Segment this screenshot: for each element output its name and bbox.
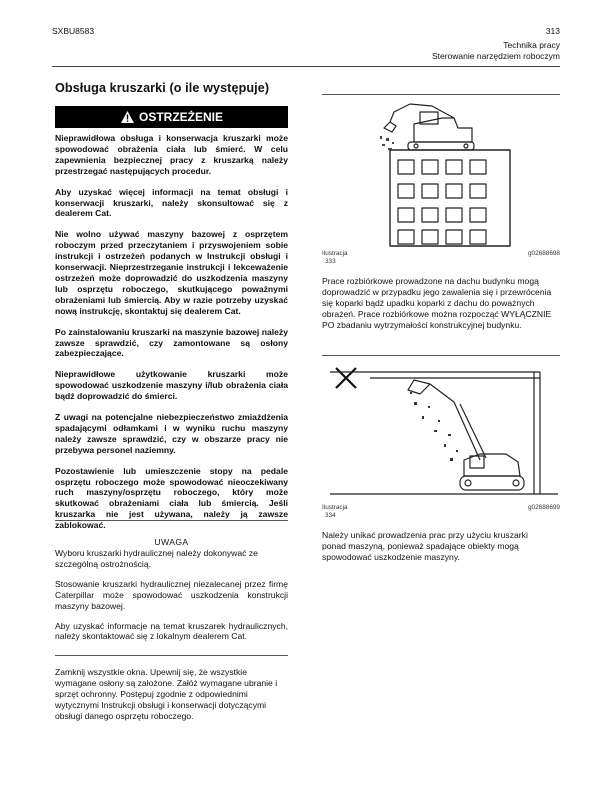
illustration-334-top-rule — [322, 355, 560, 356]
document-code: SXBU8583 — [52, 26, 95, 36]
illustration-code: g02688699 — [528, 504, 560, 511]
warning-paragraph: Nieprawidłowa obsługa i konserwacja kruszarki może spowodować obrażenia ciała lub śmierć. W celu zapewnienia bezpiecznej pracy z kruszarką należy przestrzegać następujących procedur. — [55, 133, 288, 176]
prohibited-x-icon — [336, 368, 356, 388]
illustration-334-description — [322, 530, 554, 563]
warning-paragraph: Aby uzyskać więcej informacji na temat obsługi i konserwacji kruszarki, należy skonsultować się z dealerem Cat. — [55, 186, 288, 219]
warning-paragraph: Pozostawienie lub umieszczenie stopy na pedale osprzętu roboczego może spowodować nieoczekiwany ruch maszyny/osprzętu roboczego, który może skutkować obrażeniami ciała lub śmiercią. Jeśli kruszarka nie jest używana, należy ją zawsze zablokować. — [55, 465, 288, 531]
closing-paragraph: Zamknij wszystkie okna. Upewnij się, że wszystkie wymagane osłony są założone. Załóż wymagane ubranie i sprzęt ochronny. Postępuj zgodnie z odpowiednimi wytycznymi Instrukcji obsługi i konserwacji dotyczącymi obsługi danego osprzętu roboczego. — [55, 667, 278, 721]
warning-body — [55, 133, 288, 531]
illustration-label: Ilustracja — [322, 504, 348, 511]
illustration-text: Prace rozbiórkowe prowadzone na dachu budynku mogą doprowadzić w przypadku jego zawalenia się i przewrócenia się koparki bądź upadku koparki z dachu do poważnych obrażeń. Prace rozbiórkowe można rozpocząć WYŁĄCZNIE PO zbadaniu wytrzymałości konstrukcyjnej budynku. — [322, 276, 552, 330]
notice-end-rule — [55, 655, 288, 656]
illustration-333-description — [322, 276, 554, 331]
warning-paragraph: Nieprawidłowe użytkowanie kruszarki może spowodować uszkodzenie maszyny i/lub obrażenia ciała bądź doprowadzić do śmierci. — [55, 369, 288, 402]
illustration-333-top-rule — [322, 94, 560, 95]
warning-paragraph: Nie wolno używać maszyny bazowej z osprzętem roboczym przed przeczytaniem i przyswojeniem sobie instrukcji i ostrzeżeń podanych w Instrukcji obsługi i konserwacji. Nieprzestrzeganie instrukcji i lekceważenie ostrzeżeń może doprowadzić do uszkodzenia maszyny lub osprzętu roboczego, skutkującego poważnymi obrażeniami lub śmiercią. Aby w razie potrzeby uzyskać nową instrukcję, skontaktuj się dealerem Cat. — [55, 229, 288, 316]
section-title: Technika pracy — [503, 40, 560, 50]
notice-body — [55, 548, 288, 642]
subsection-title: Sterowanie narzędziem roboczym — [431, 51, 560, 61]
page-number: 313 — [545, 26, 560, 36]
notice-paragraph: Stosowanie kruszarki hydraulicznej niezalecanej przez firmę Caterpillar może spowodować uszkodzenia konstrukcji maszyny bazowej. — [55, 578, 288, 611]
warning-banner — [55, 106, 288, 128]
warning-label: OSTRZEŻENIE — [138, 110, 223, 124]
illustration-code: g02688698 — [528, 250, 560, 257]
illustration-label: Ilustracja — [322, 250, 348, 257]
notice-paragraph: Aby uzyskać informacje na temat kruszarek hydraulicznych, należy skontaktować się z lokalnym dealerem Cat. — [55, 620, 288, 642]
warning-paragraph: Z uwagi na potencjalne niebezpieczeństwo zmiażdżenia spadającymi odłamkami i w wyniku ruchu maszyny należy zawsze sprawdzić, czy w obszarze pracy nie przebywa personel naziemny. — [55, 412, 288, 455]
notice-label: UWAGA — [154, 537, 189, 547]
illustration-rooftop-demolition — [350, 98, 540, 248]
warning-end-rule — [55, 520, 288, 521]
header-rule — [52, 66, 560, 67]
illustration-overhead-demolition — [330, 362, 558, 496]
illustration-text: Należy unikać prowadzenia prac przy użyciu kruszarki ponad maszyną, ponieważ spadające obiekty mogą spowodować uszkodzenie maszyny. — [322, 530, 528, 562]
closing-instructions — [55, 667, 280, 722]
page-title: Obsługa kruszarki (o ile występuje) — [55, 81, 270, 95]
warning-triangle-icon — [120, 110, 135, 124]
illustration-number: 333 — [325, 258, 336, 265]
warning-paragraph: Po zainstalowaniu kruszarki na maszynie bazowej należy zawsze sprawdzić, czy zamontowane są osłony zabezpieczające. — [55, 326, 288, 359]
illustration-number: 334 — [325, 512, 336, 519]
notice-paragraph: Wyboru kruszarki hydraulicznej należy dokonywać ze szczególną ostrożnością. — [55, 548, 258, 569]
